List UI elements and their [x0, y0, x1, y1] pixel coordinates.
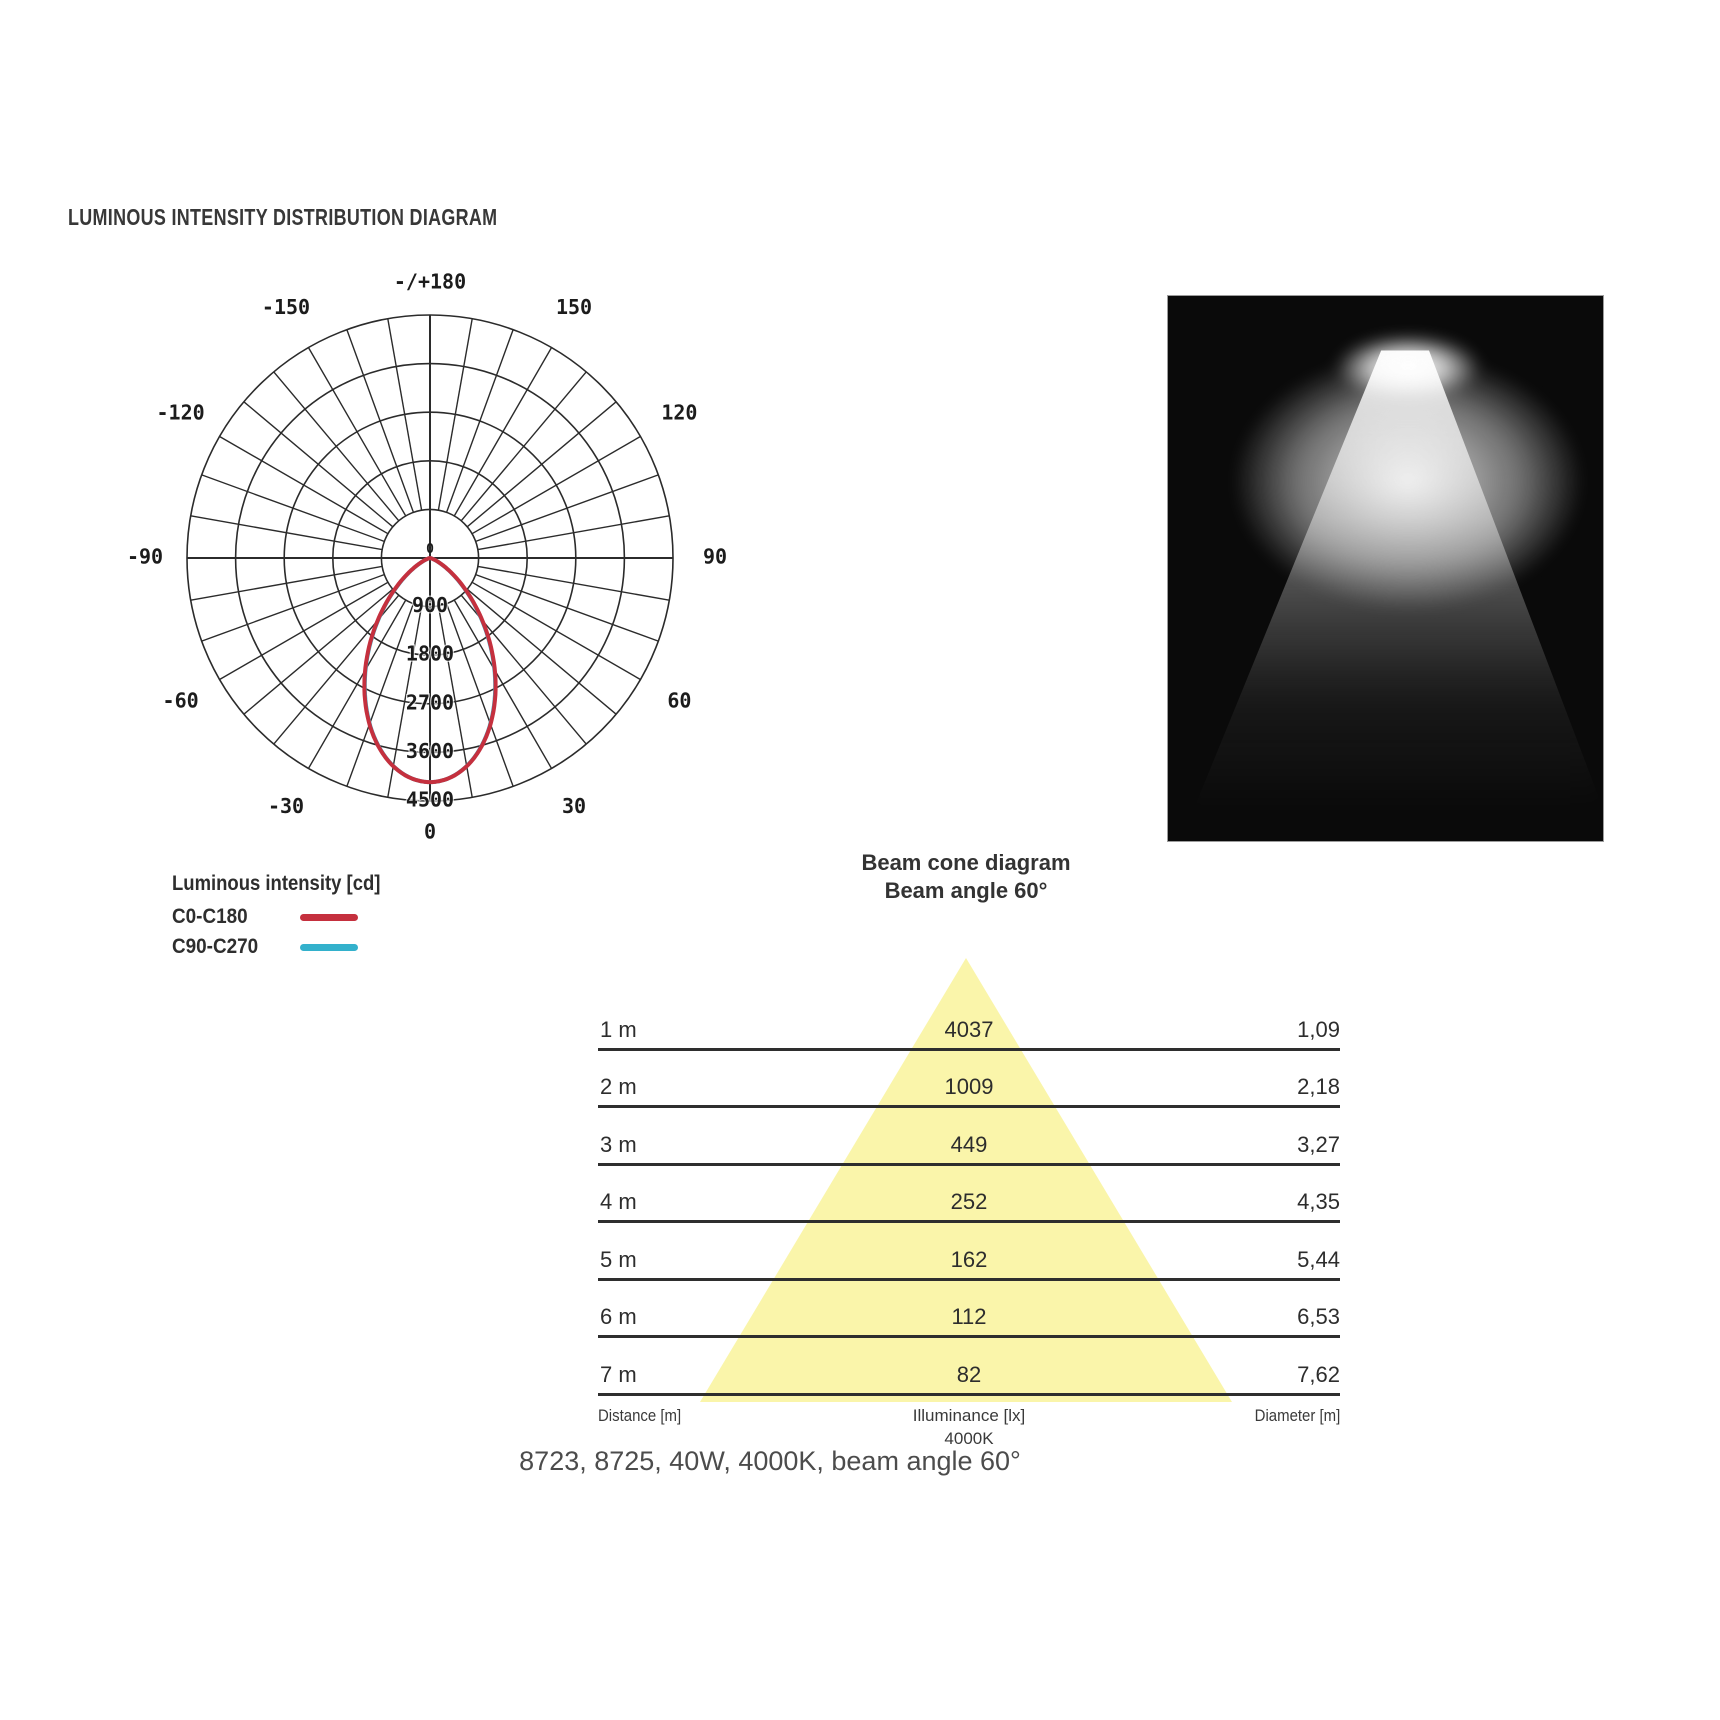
radial-tick-label: 2700	[405, 690, 455, 715]
radial-tick-label: 3600	[405, 738, 455, 763]
radial-tick-label: 4500	[405, 787, 455, 812]
angle-label: -60	[162, 688, 199, 713]
angle-label: 90	[702, 544, 728, 569]
illuminance-value: 252	[950, 1189, 988, 1214]
diameter-value: 1,09	[1297, 1017, 1340, 1042]
spoke	[467, 589, 616, 714]
spoke	[244, 402, 393, 527]
spoke	[347, 330, 414, 513]
cone-table-row-5m	[598, 1244, 1340, 1281]
illuminance-value: 1009	[944, 1074, 994, 1099]
beam-photo-glow	[1167, 296, 1604, 841]
spoke	[202, 575, 385, 642]
spoke	[274, 372, 399, 521]
diameter-value: 5,44	[1297, 1247, 1340, 1272]
angle-label: -150	[261, 295, 311, 320]
angle-label: 60	[667, 688, 692, 713]
cone-table-row-1m	[598, 1014, 1340, 1051]
spoke	[476, 575, 659, 642]
distance-value: 5 m	[600, 1247, 637, 1272]
spoke	[472, 437, 640, 534]
center-label: 0	[426, 542, 434, 557]
polar-chart-legend	[172, 872, 492, 962]
cone-table-row-2m	[598, 1071, 1340, 1108]
spoke	[220, 437, 388, 534]
spoke	[454, 600, 551, 768]
distance-value: 4 m	[600, 1189, 637, 1214]
distance-value: 2 m	[600, 1074, 637, 1099]
angle-label: -/+180	[393, 269, 467, 294]
spoke	[447, 330, 513, 513]
spoke	[309, 348, 406, 516]
diameter-value: 7,62	[1297, 1362, 1340, 1387]
spoke	[220, 582, 388, 679]
angle-label: -90	[126, 544, 164, 569]
illuminance-value: 82	[956, 1362, 982, 1387]
luminous-intensity-polar-chart	[118, 258, 778, 883]
legend-entry-label: C90-C270	[172, 935, 259, 958]
red-line-swatch	[300, 914, 358, 921]
distance-value: 7 m	[600, 1362, 637, 1387]
spoke	[309, 600, 406, 768]
spoke	[454, 348, 551, 516]
distance-value: 1 m	[600, 1017, 637, 1042]
illuminance-value: 162	[950, 1247, 988, 1272]
radial-tick-label: 1800	[405, 641, 455, 666]
blue-line-swatch	[300, 944, 358, 951]
spoke	[472, 582, 640, 679]
angle-label: 150	[555, 295, 593, 320]
column-header-cct: 4000K	[944, 1429, 994, 1448]
angle-label: 120	[661, 400, 698, 425]
spoke	[476, 475, 659, 542]
angle-label: -30	[267, 793, 305, 818]
illuminance-value: 449	[950, 1132, 988, 1157]
cone-table-row-4m	[598, 1186, 1340, 1223]
beam-cone-heading: Beam cone diagram	[861, 850, 1071, 875]
spoke	[478, 566, 669, 600]
spoke	[202, 475, 385, 542]
spoke	[388, 319, 422, 510]
angle-label: -120	[156, 400, 205, 425]
spoke	[191, 566, 382, 600]
legend-title: Luminous intensity [cd]	[172, 872, 381, 895]
cone-table-row-7m	[598, 1359, 1340, 1396]
spoke	[244, 589, 393, 714]
spoke	[347, 604, 414, 787]
diameter-value: 2,18	[1297, 1074, 1340, 1099]
beam-photo	[1167, 295, 1604, 842]
angle-label: 30	[561, 793, 587, 818]
column-header-distance: Distance [m]	[598, 1406, 682, 1425]
spoke	[461, 372, 586, 521]
cone-table-row-3m	[598, 1129, 1340, 1166]
legend-entry-c0-c180	[172, 902, 492, 932]
cone-table-row-6m	[598, 1301, 1340, 1338]
beam-angle-subheading: Beam angle 60°	[884, 878, 1048, 903]
spoke	[438, 319, 472, 510]
legend-entry-c90-c270	[172, 932, 492, 962]
spoke	[478, 516, 669, 550]
angle-label: 0	[423, 819, 437, 844]
diameter-value: 3,27	[1297, 1132, 1340, 1157]
radial-tick-label: 900	[411, 593, 449, 618]
column-header-diameter: Diameter [m]	[1254, 1406, 1340, 1425]
diameter-value: 6,53	[1297, 1304, 1340, 1329]
column-header-illuminance: Illuminance [lx]	[912, 1406, 1026, 1425]
distance-value: 3 m	[600, 1132, 637, 1157]
illuminance-value: 4037	[944, 1017, 994, 1042]
legend-entry-label: C0-C180	[172, 905, 248, 928]
diameter-value: 4,35	[1297, 1189, 1340, 1214]
spoke	[467, 402, 616, 527]
page-title: LUMINOUS INTENSITY DISTRIBUTION DIAGRAM	[68, 204, 498, 230]
spoke	[447, 604, 513, 787]
distance-value: 6 m	[600, 1304, 637, 1329]
spoke	[191, 516, 382, 550]
product-caption: 8723, 8725, 40W, 4000K, beam angle 60°	[519, 1446, 1021, 1476]
illuminance-value: 112	[951, 1304, 987, 1329]
